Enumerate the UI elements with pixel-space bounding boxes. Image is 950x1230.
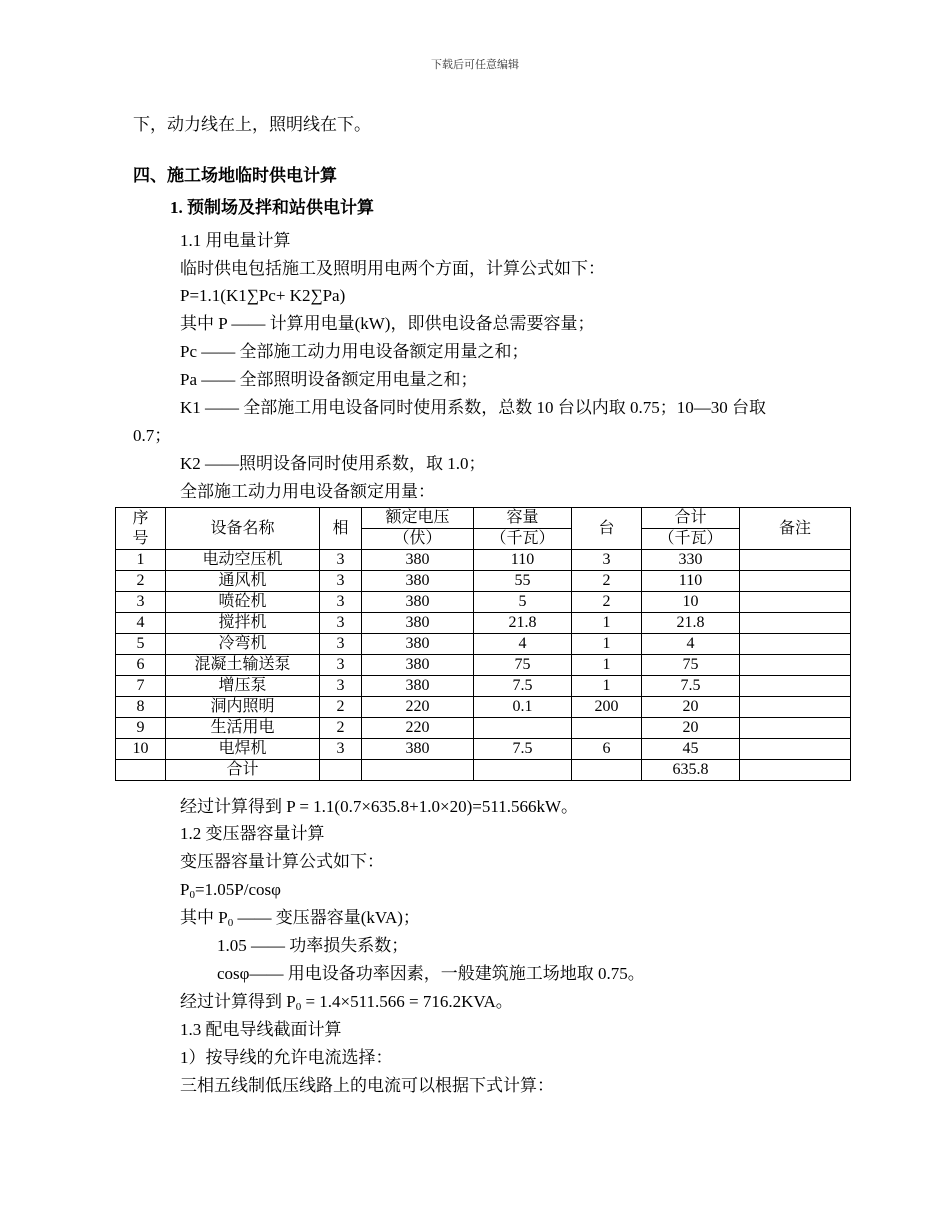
cell-total: 20	[642, 697, 740, 718]
page-header: 下载后可任意编辑	[431, 59, 519, 71]
cell-phase: 3	[320, 676, 362, 697]
cell-voltage: 380	[362, 592, 474, 613]
formula: $P_0=1.05P$/cosφ	[180, 880, 281, 901]
cell-count: 2	[572, 571, 642, 592]
paragraph-line: 临时供电包括施工及照明用电两个方面，计算公式如下：	[180, 259, 605, 278]
cell-total: 45	[642, 739, 740, 760]
cell-phase: 3	[320, 739, 362, 760]
header-phase: 相	[320, 508, 362, 550]
subsection-title: 1.2 变压器容量计算	[180, 824, 325, 843]
cell-remark	[740, 571, 851, 592]
paragraph-line: 1.05 —— 功率损失系数；	[217, 936, 409, 955]
cell-seq: 9	[116, 718, 166, 739]
cell-seq: 5	[116, 634, 166, 655]
cell-phase	[320, 760, 362, 781]
table-row	[116, 550, 851, 571]
cell-seq	[116, 760, 166, 781]
cell-remark	[740, 655, 851, 676]
cell-name: 电焊机	[166, 739, 320, 760]
table-row	[116, 655, 851, 676]
paragraph-line: 变压器容量计算公式如下：	[180, 852, 384, 871]
cell-name: 冷弯机	[166, 634, 320, 655]
paragraph-line: Pa —— 全部照明设备额定用电量之和；	[180, 370, 478, 389]
cell-total: 330	[642, 550, 740, 571]
cell-phase: 3	[320, 571, 362, 592]
cell-seq: 3	[116, 592, 166, 613]
cell-capacity: 7.5	[474, 739, 572, 760]
header-remark: 备注	[740, 508, 851, 550]
cell-total: 635.8	[642, 760, 740, 781]
cell-remark	[740, 760, 851, 781]
table-sum-row	[116, 760, 851, 781]
result-line: 经过计算得到 $P_0 = 1.4\times 511.566 = 716.2KVA$。	[180, 992, 513, 1013]
table-row	[116, 634, 851, 655]
cell-capacity: 5	[474, 592, 572, 613]
cell-count	[572, 760, 642, 781]
equipment-table	[115, 507, 851, 781]
cell-name: 洞内照明	[166, 697, 320, 718]
cell-remark	[740, 676, 851, 697]
header-count: 台	[572, 508, 642, 550]
cell-voltage: 380	[362, 655, 474, 676]
cell-capacity	[474, 718, 572, 739]
cell-remark	[740, 550, 851, 571]
cell-count: 1	[572, 655, 642, 676]
cell-capacity: 0.1	[474, 697, 572, 718]
header-seq: 序 号	[116, 508, 166, 550]
cell-voltage: 380	[362, 739, 474, 760]
cell-seq: 8	[116, 697, 166, 718]
cell-count: 2	[572, 592, 642, 613]
cell-phase: 3	[320, 634, 362, 655]
cell-total: 7.5	[642, 676, 740, 697]
cell-name: 合计	[166, 760, 320, 781]
header-voltage: 额定电压	[362, 508, 474, 529]
cell-name: 电动空压机	[166, 550, 320, 571]
cell-name: 通风机	[166, 571, 320, 592]
table-row	[116, 571, 851, 592]
cell-total: 4	[642, 634, 740, 655]
cell-count: 1	[572, 634, 642, 655]
cell-count: 1	[572, 676, 642, 697]
paragraph-line: 1）按导线的允许电流选择：	[180, 1048, 393, 1067]
cell-count: 1	[572, 613, 642, 634]
subsection-title: 1.3 配电导线截面计算	[180, 1020, 342, 1039]
cell-remark	[740, 592, 851, 613]
cell-total: 75	[642, 655, 740, 676]
table-row	[116, 676, 851, 697]
table-row	[116, 697, 851, 718]
cell-phase: 3	[320, 592, 362, 613]
table-row	[116, 613, 851, 634]
paragraph-line: 0.7；	[133, 426, 172, 445]
cell-remark	[740, 718, 851, 739]
paragraph-line: 全部施工动力用电设备额定用量：	[180, 482, 435, 501]
cell-name: 生活用电	[166, 718, 320, 739]
cell-capacity	[474, 760, 572, 781]
cell-seq: 10	[116, 739, 166, 760]
cell-voltage: 380	[362, 613, 474, 634]
header-capacity: 容量	[474, 508, 572, 529]
cell-remark	[740, 697, 851, 718]
subsection-heading: 1. 预制场及拌和站供电计算	[170, 198, 374, 217]
cell-seq: 7	[116, 676, 166, 697]
cell-capacity: 110	[474, 550, 572, 571]
paragraph-line: Pc —— 全部施工动力用电设备额定用量之和；	[180, 342, 529, 361]
cell-remark	[740, 613, 851, 634]
cell-name: 混凝土输送泵	[166, 655, 320, 676]
cell-count: 200	[572, 697, 642, 718]
cell-phase: 3	[320, 655, 362, 676]
cell-count: 3	[572, 550, 642, 571]
paragraph-line: 其中 P —— 计算用电量(kW)，即供电设备总需要容量；	[180, 314, 595, 333]
cell-voltage: 380	[362, 550, 474, 571]
cell-total: 10	[642, 592, 740, 613]
cell-remark	[740, 739, 851, 760]
cell-capacity: 4	[474, 634, 572, 655]
header-voltage-unit: （伏）	[362, 529, 474, 550]
result-line: 经过计算得到 P = 1.1(0.7×635.8+1.0×20)=511.566kW。	[180, 797, 578, 816]
cell-total: 110	[642, 571, 740, 592]
cell-name: 喷砼机	[166, 592, 320, 613]
table-header-row	[116, 508, 851, 529]
paragraph-line: 其中 $P_0$ —— 变压器容量(kVA)；	[180, 908, 420, 929]
cell-voltage: 220	[362, 718, 474, 739]
cell-capacity: 21.8	[474, 613, 572, 634]
cell-count: 6	[572, 739, 642, 760]
cell-capacity: 75	[474, 655, 572, 676]
table-row	[116, 739, 851, 760]
cell-seq: 4	[116, 613, 166, 634]
cell-voltage: 380	[362, 634, 474, 655]
header-total-unit: （千瓦）	[642, 529, 740, 550]
header-capacity-unit: （千瓦）	[474, 529, 572, 550]
cell-phase: 3	[320, 550, 362, 571]
cell-count	[572, 718, 642, 739]
cell-voltage: 220	[362, 697, 474, 718]
header-total: 合计	[642, 508, 740, 529]
cell-total: 21.8	[642, 613, 740, 634]
cell-name: 增压泵	[166, 676, 320, 697]
cell-capacity: 55	[474, 571, 572, 592]
cell-voltage	[362, 760, 474, 781]
cell-phase: 2	[320, 718, 362, 739]
cell-remark	[740, 634, 851, 655]
paragraph-line: 三相五线制低压线路上的电流可以根据下式计算：	[180, 1076, 554, 1095]
cell-total: 20	[642, 718, 740, 739]
cell-phase: 3	[320, 613, 362, 634]
cell-seq: 2	[116, 571, 166, 592]
cell-seq: 1	[116, 550, 166, 571]
header-name: 设备名称	[166, 508, 320, 550]
paragraph-line: 下，动力线在上，照明线在下。	[133, 115, 371, 134]
section-heading: 四、施工场地临时供电计算	[133, 166, 337, 185]
cell-phase: 2	[320, 697, 362, 718]
cell-voltage: 380	[362, 676, 474, 697]
paragraph-line: cosφ—— 用电设备功率因素，一般建筑施工场地取 0.75。	[217, 964, 645, 983]
cell-voltage: 380	[362, 571, 474, 592]
formula: P=1.1(K1∑Pc+ K2∑Pa)	[180, 286, 346, 305]
cell-seq: 6	[116, 655, 166, 676]
cell-name: 搅拌机	[166, 613, 320, 634]
table-row	[116, 718, 851, 739]
paragraph-line: K2 ——照明设备同时使用系数，取 1.0；	[180, 454, 486, 473]
subsection-title: 1.1 用电量计算	[180, 231, 291, 250]
cell-capacity: 7.5	[474, 676, 572, 697]
paragraph-line: K1 —— 全部施工用电设备同时使用系数，总数 10 台以内取 0.75；10—30 台取	[180, 398, 767, 417]
table-row	[116, 592, 851, 613]
